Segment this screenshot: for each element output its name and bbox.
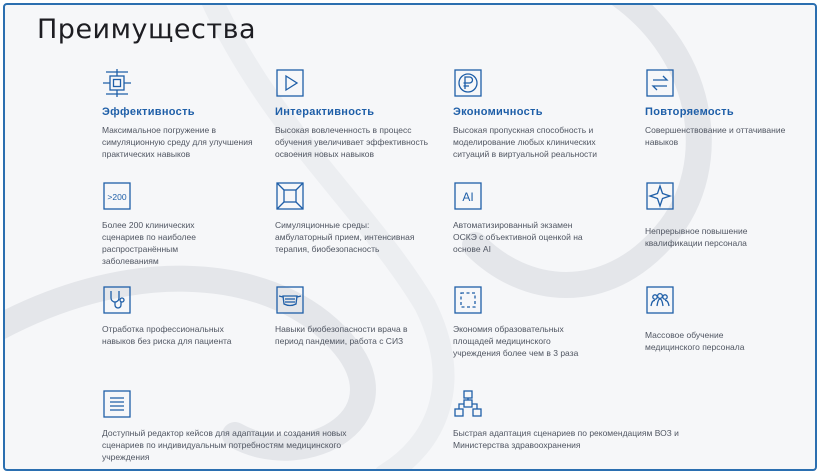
svg-text:>200: >200 xyxy=(107,192,127,202)
over-200-icon xyxy=(102,181,132,211)
feature-heading: Интерактивность xyxy=(275,106,375,118)
dashed-area-icon xyxy=(453,285,483,315)
feature-ai-exam xyxy=(453,181,583,255)
feature-efficiency xyxy=(102,68,277,160)
feature-text: Совершенствование и оттачивание навыков xyxy=(645,125,786,147)
feature-text: Высокая вовлеченность в процесс обучения увеличивает эффективность освоения новых навыков xyxy=(275,125,429,159)
feature-heading: Эффективность xyxy=(102,106,195,118)
feature-environments xyxy=(275,181,415,255)
feature-text: Доступный редактор кейсов для адаптации и создания новых сценариев по индивидуальным потребностям медицинского учреждения xyxy=(102,428,347,462)
feature-text: Высокая пропускная способность и моделирование любых клинических ситуаций в виртуальной реальности xyxy=(453,125,597,159)
stethoscope-icon xyxy=(102,285,132,315)
feature-text: Экономия образовательных площадей медицинского учреждения более чем в 3 раза xyxy=(453,324,579,358)
feature-heading: Повторяемость xyxy=(645,106,734,118)
target-square-icon xyxy=(102,68,132,98)
feature-text: Максимальное погружение в симуляционную среду для улучшения практических навыков xyxy=(102,125,253,159)
diamond-star-icon xyxy=(645,181,675,211)
feature-heading: Экономичность xyxy=(453,106,543,118)
feature-space-saving xyxy=(453,285,583,359)
feature-repeatability xyxy=(645,68,795,148)
feature-no-risk xyxy=(102,285,232,347)
svg-text:AI: AI xyxy=(462,190,474,204)
feature-text: Более 200 клинических сценариев по наиболее распространённым заболеваниям xyxy=(102,220,196,266)
ai-icon xyxy=(453,181,483,211)
play-icon xyxy=(275,68,305,98)
feature-who-adaptation xyxy=(453,389,703,451)
swap-arrows-icon xyxy=(645,68,675,98)
page-title: Преимущества xyxy=(37,14,257,45)
document-lines-icon xyxy=(102,389,132,419)
feature-text: Быстрая адаптация сценариев по рекомендациям ВОЗ и Министерства здравоохранения xyxy=(453,428,679,450)
feature-case-editor xyxy=(102,389,382,463)
feature-text: Массовое обучение медицинского персонала xyxy=(645,330,745,352)
feature-mass-training xyxy=(645,285,775,353)
slide-frame xyxy=(3,3,817,471)
feature-economy xyxy=(453,68,628,160)
room-perspective-icon xyxy=(275,181,305,211)
feature-interactivity xyxy=(275,68,450,160)
feature-text: Симуляционные среды: амбулаторный прием, интенсивная терапия, биобезопасность xyxy=(275,220,415,254)
feature-scenarios xyxy=(102,181,232,267)
feature-text: Непрерывное повышение квалификации персонала xyxy=(645,226,748,248)
feature-text: Автоматизированный экзамен ОСКЭ с объективной оценкой на основе AI xyxy=(453,220,583,254)
group-people-icon xyxy=(645,285,675,315)
feature-text: Навыки биобезопасности врача в период пандемии, работа с СИЗ xyxy=(275,324,408,346)
face-mask-icon xyxy=(275,285,305,315)
feature-continuous-training xyxy=(645,181,795,249)
ruble-coin-icon xyxy=(453,68,483,98)
feature-text: Отработка профессиональных навыков без риска для пациента xyxy=(102,324,232,346)
hierarchy-icon xyxy=(453,389,483,419)
feature-biosafety xyxy=(275,285,415,347)
